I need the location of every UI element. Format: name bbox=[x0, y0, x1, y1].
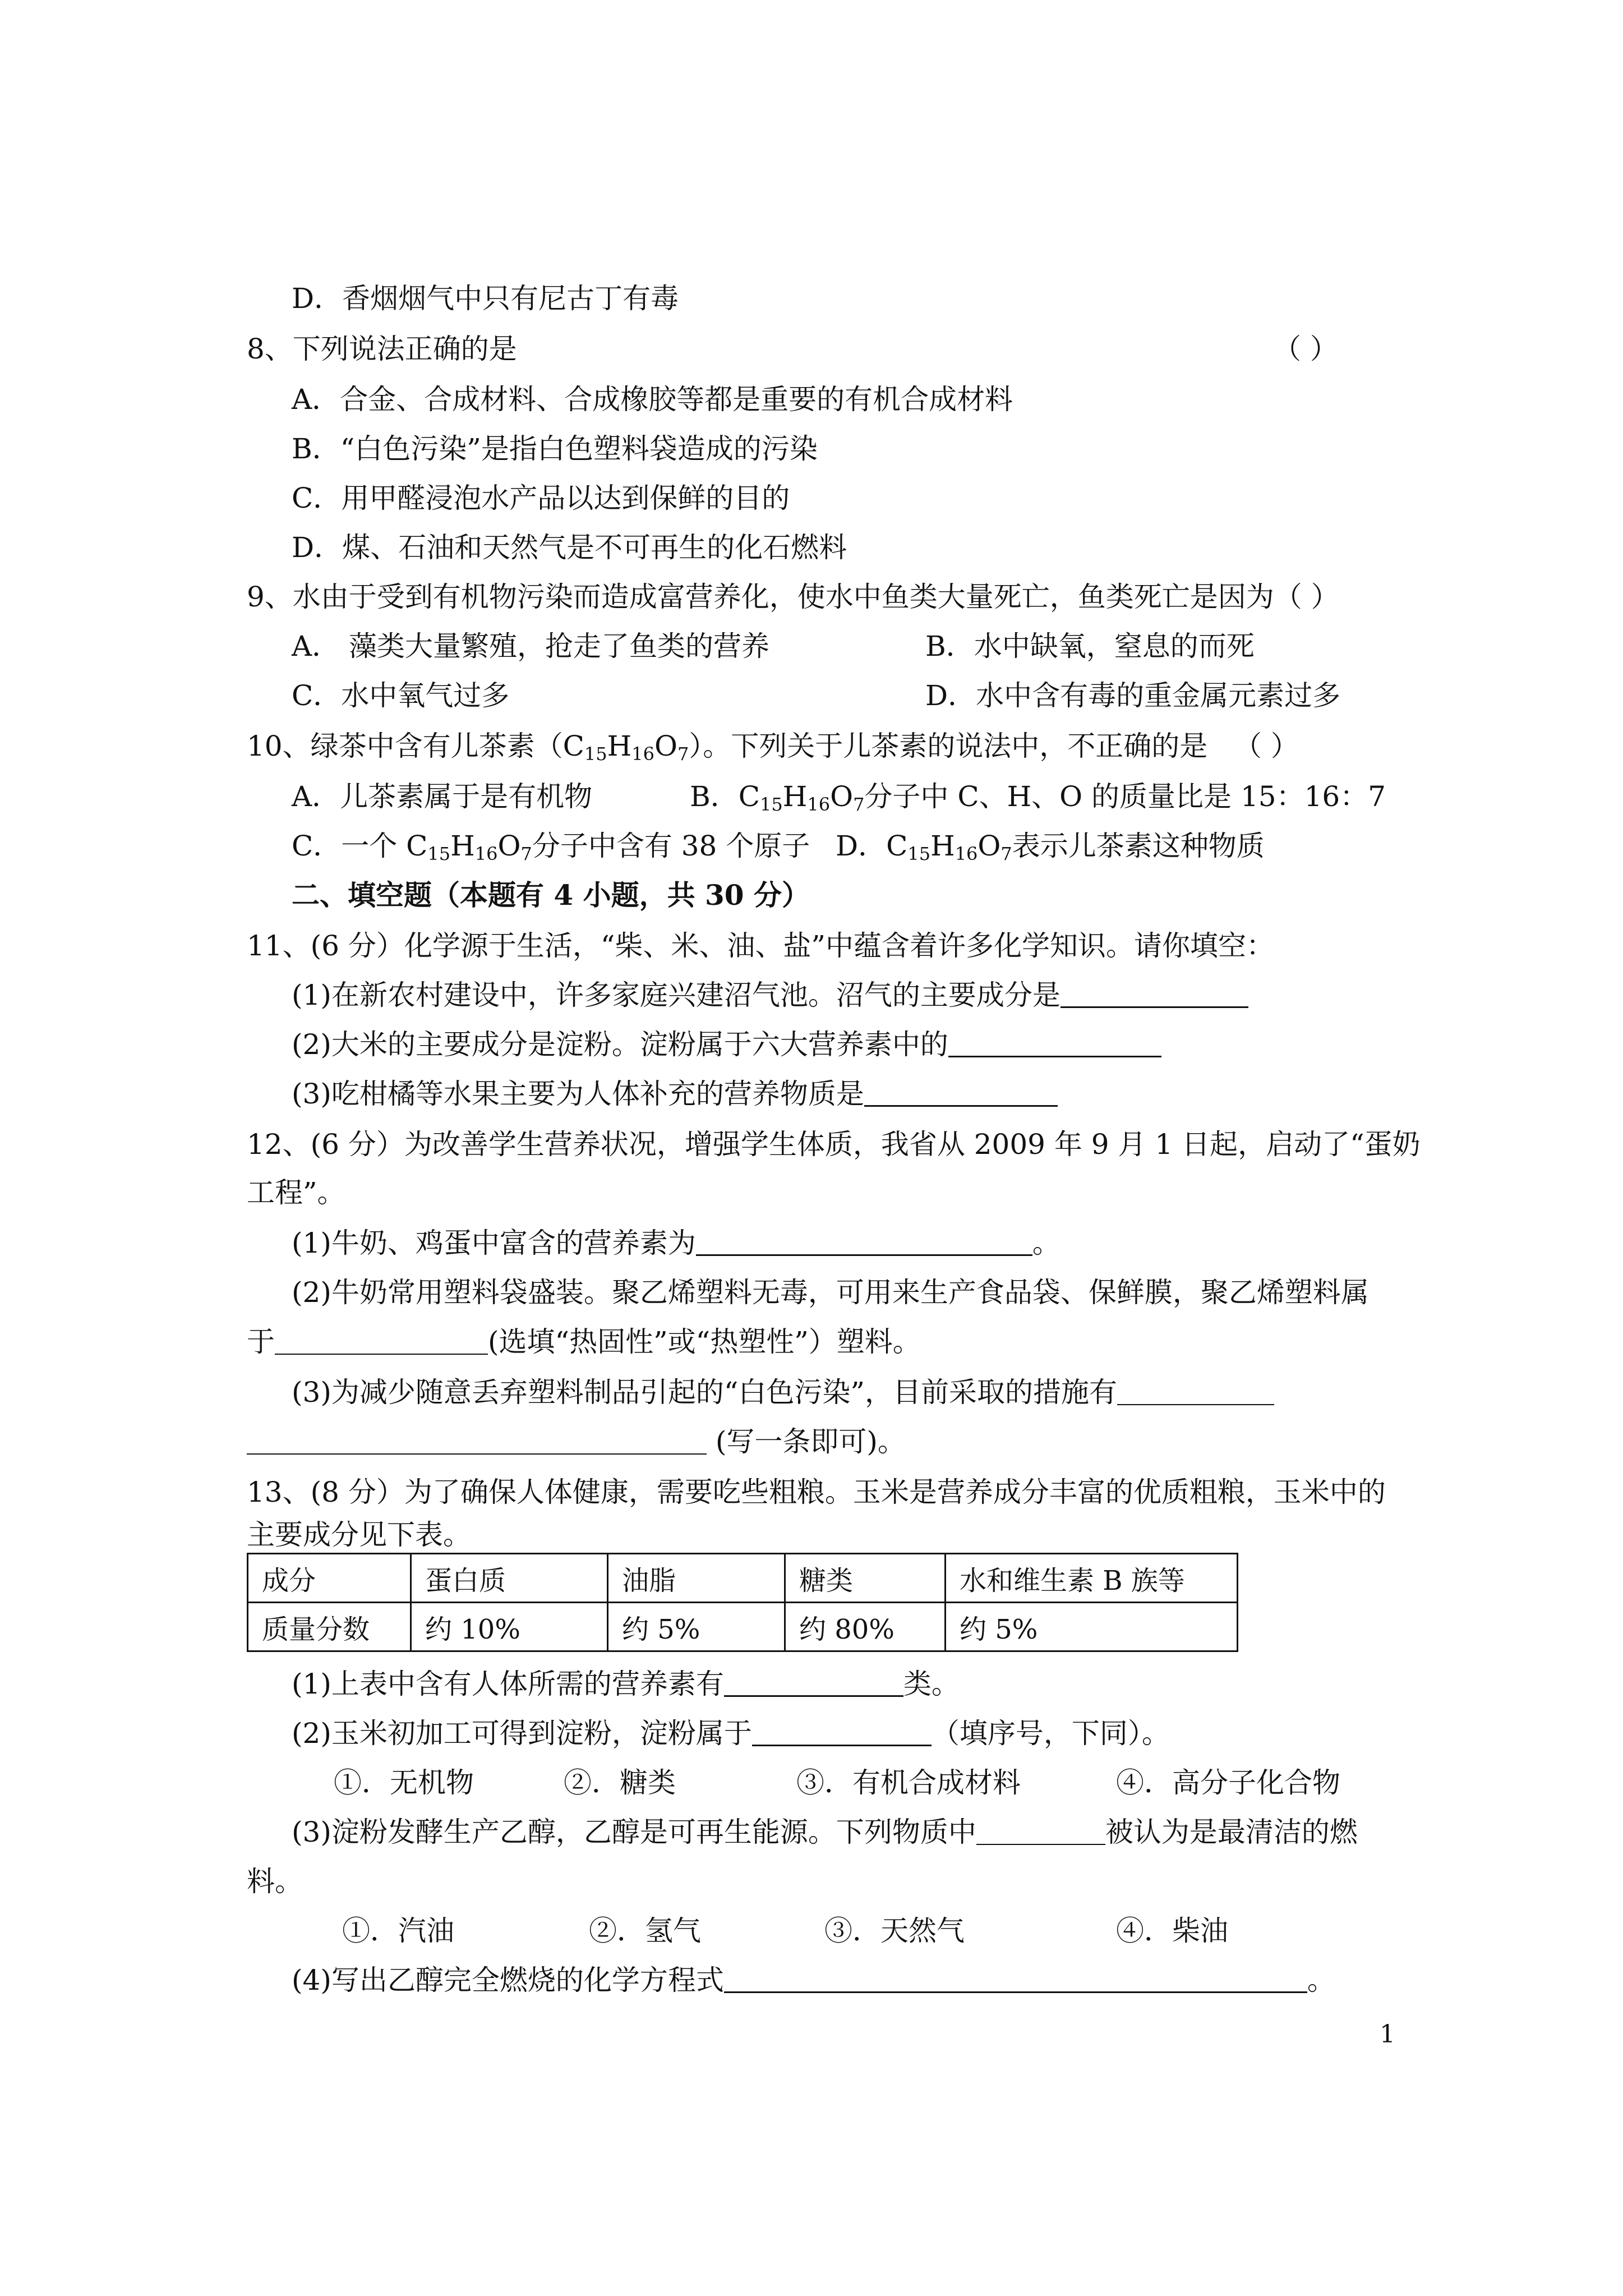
q13-part-1-prefix: (1)上表中含有人体所需的营养素有 bbox=[292, 1668, 724, 1700]
page-number: 1 bbox=[1380, 2020, 1395, 2049]
q11-part-2-text: (2)大米的主要成分是淀粉。淀粉属于六大营养素中的 bbox=[292, 1028, 948, 1061]
q13-part-3-option-3: ③．天然气 bbox=[824, 1915, 965, 1947]
q10-answer-paren: （ ） bbox=[1234, 730, 1299, 762]
q13-part-3-suffix: 被认为是最清洁的燃 bbox=[1105, 1816, 1358, 1848]
formula-c-sub: 15 bbox=[427, 843, 451, 864]
table-cell: 蛋白质 bbox=[411, 1554, 608, 1603]
formula-o-sub: 7 bbox=[853, 794, 865, 815]
formula-c: C bbox=[406, 830, 428, 862]
q13-part-2-suffix: （填序号，下同）。 bbox=[931, 1717, 1170, 1750]
q9-stem: 9、水由于受到有机物污染而造成富营养化，使水中鱼类大量死亡，鱼类死亡是因为（ ） bbox=[247, 581, 1339, 613]
answer-blank[interactable] bbox=[724, 1963, 1307, 1993]
option-c-prefix: C．一个 bbox=[292, 830, 407, 862]
q11-part-1-text: (1)在新农村建设中，许多家庭兴建沼气池。沼气的主要成分是 bbox=[292, 979, 1061, 1011]
option-d-suffix: 表示儿茶素这种物质 bbox=[1012, 830, 1265, 862]
q12-part-3-text: (3)为减少随意丢弃塑料制品引起的“白色污染”，目前采取的措施有 bbox=[292, 1376, 1117, 1409]
q8-option-b: B．“白色污染”是指白色塑料袋造成的污染 bbox=[292, 432, 818, 465]
formula-h-sub: 16 bbox=[474, 843, 498, 864]
answer-blank[interactable] bbox=[948, 1028, 1161, 1057]
q10-option-d bbox=[836, 829, 1265, 863]
corn-composition-table bbox=[247, 1553, 1238, 1652]
q13-part-2-option-2: ②．糖类 bbox=[564, 1766, 676, 1799]
q12-part-3-line-1 bbox=[292, 1375, 1274, 1409]
answer-blank[interactable] bbox=[1061, 978, 1248, 1008]
option-b-suffix: 分子中 C、H、O 的质量比是 15：16：7 bbox=[864, 780, 1386, 813]
formula-h-sub: 16 bbox=[807, 794, 831, 815]
q12-part-1 bbox=[292, 1226, 1061, 1260]
q9-option-a: A． 藻类大量繁殖，抢走了鱼类的营养 bbox=[292, 630, 770, 662]
formula-o: O bbox=[830, 780, 854, 813]
q13-part-2-option-4: ④．高分子化合物 bbox=[1116, 1766, 1340, 1799]
formula-h-sub: 16 bbox=[955, 843, 978, 864]
answer-blank[interactable] bbox=[976, 1816, 1105, 1845]
q13-part-1-suffix: 类。 bbox=[903, 1668, 960, 1700]
answer-blank[interactable] bbox=[752, 1717, 932, 1746]
q12-part-2-line-1: (2)牛奶常用塑料袋盛装。聚乙烯塑料无毒，可用来生产食品袋、保鲜膜，聚乙烯塑料属 bbox=[292, 1276, 1369, 1309]
formula-c: C bbox=[738, 780, 760, 813]
table-cell: 水和维生素 B 族等 bbox=[946, 1554, 1238, 1603]
q10-stem-suffix: ）。下列关于儿茶素的说法中，不正确的是 bbox=[689, 730, 1208, 762]
formula-o: O bbox=[497, 830, 521, 862]
answer-blank[interactable] bbox=[864, 1077, 1058, 1107]
formula-o-sub: 7 bbox=[1000, 843, 1012, 864]
q12-part-3-line-2 bbox=[247, 1425, 906, 1458]
option-c-suffix: 分子中含有 38 个原子 bbox=[532, 830, 810, 862]
q11-part-3-text: (3)吃柑橘等水果主要为人体补充的营养物质是 bbox=[292, 1078, 864, 1110]
q12-stem-line-1: 12、(6 分）为改善学生营养状况，增强学生体质，我省从 2009 年 9 月 1 日起，启动了“蛋奶 bbox=[247, 1128, 1421, 1161]
q10-option-a: A．儿茶素属于是有机物 bbox=[292, 780, 593, 813]
q8-option-d: D．煤、石油和天然气是不可再生的化石燃料 bbox=[292, 531, 847, 564]
q11-part-3 bbox=[292, 1077, 1058, 1111]
q9-option-d: D．水中含有毒的重金属元素过多 bbox=[925, 679, 1341, 712]
q11-stem: 11、(6 分）化学源于生活，“柴、米、油、盐”中蕴含着许多化学知识。请你填空： bbox=[247, 930, 1274, 962]
q12-part-2-prefix: 于 bbox=[247, 1326, 275, 1358]
q7-option-d: D．香烟烟气中只有尼古丁有毒 bbox=[292, 282, 679, 315]
table-row bbox=[248, 1603, 1238, 1651]
q9-option-b: B．水中缺氧，窒息的而死 bbox=[925, 630, 1255, 662]
q13-part-1 bbox=[292, 1667, 960, 1701]
option-b-prefix: B． bbox=[690, 780, 739, 813]
table-row bbox=[248, 1554, 1238, 1603]
q10-option-b bbox=[690, 780, 1386, 813]
q13-part-3-option-4: ④．柴油 bbox=[1116, 1915, 1228, 1947]
answer-blank[interactable] bbox=[275, 1326, 488, 1355]
formula-h: H bbox=[450, 830, 475, 862]
q8-answer-paren: （ ） bbox=[1273, 333, 1338, 365]
option-d-prefix: D． bbox=[836, 830, 887, 862]
q10-option-c bbox=[292, 829, 810, 863]
q13-part-2-option-1: ①．无机物 bbox=[334, 1766, 474, 1799]
q13-part-2 bbox=[292, 1717, 1170, 1750]
q8-option-a: A．合金、合成材料、合成橡胶等都是重要的有机合成材料 bbox=[292, 383, 1013, 416]
formula-c-sub: 15 bbox=[584, 743, 607, 765]
q12-part-2-suffix: (选填“热固性”或“热塑性”）塑料。 bbox=[488, 1326, 921, 1358]
formula-c-sub: 15 bbox=[907, 843, 931, 864]
table-cell: 约 5% bbox=[608, 1603, 785, 1651]
formula-h-sub: 16 bbox=[631, 743, 654, 765]
answer-blank[interactable] bbox=[724, 1667, 903, 1697]
q11-part-1 bbox=[292, 978, 1248, 1012]
q13-part-3-line-2: 料。 bbox=[247, 1865, 303, 1898]
q13-part-3-line-1 bbox=[292, 1815, 1358, 1849]
q13-part-3-prefix: (3)淀粉发酵生产乙醇，乙醇是可再生能源。下列物质中 bbox=[292, 1816, 976, 1848]
formula-o: O bbox=[654, 730, 677, 762]
formula-o-sub: 7 bbox=[520, 843, 532, 864]
q13-part-4-suffix: 。 bbox=[1307, 1964, 1335, 1996]
table-cell: 约 10% bbox=[411, 1603, 608, 1651]
q13-stem-line-2: 主要成分见下表。 bbox=[247, 1519, 471, 1551]
q11-part-2 bbox=[292, 1028, 1161, 1061]
q10-stem-prefix: 10、绿茶中含有儿茶素（C bbox=[247, 730, 584, 762]
table-cell: 质量分数 bbox=[248, 1603, 411, 1651]
section-2-title: 二、填空题（本题有 4 小题，共 30 分） bbox=[292, 878, 810, 912]
formula-c: C bbox=[886, 830, 908, 862]
q9-option-c: C．水中氧气过多 bbox=[292, 679, 510, 712]
table-cell: 糖类 bbox=[785, 1554, 946, 1603]
q12-part-1-text: (1)牛奶、鸡蛋中富含的营养素为 bbox=[292, 1227, 696, 1259]
q13-part-3-option-1: ①．汽油 bbox=[342, 1915, 454, 1947]
q8-option-c: C．用甲醛浸泡水产品以达到保鲜的目的 bbox=[292, 482, 790, 514]
q13-part-4 bbox=[292, 1963, 1335, 1997]
q12-part-2-line-2 bbox=[247, 1325, 921, 1359]
q10-stem bbox=[247, 729, 1207, 763]
formula-o-sub: 7 bbox=[677, 743, 689, 765]
answer-blank[interactable] bbox=[247, 1425, 707, 1455]
q13-part-2-prefix: (2)玉米初加工可得到淀粉，淀粉属于 bbox=[292, 1717, 752, 1750]
q13-part-3-option-2: ②．氢气 bbox=[589, 1915, 701, 1947]
formula-h: H bbox=[930, 830, 955, 862]
answer-blank[interactable] bbox=[1117, 1376, 1274, 1405]
q13-part-2-option-3: ③．有机合成材料 bbox=[796, 1766, 1021, 1799]
q12-part-1-end: 。 bbox=[1032, 1227, 1061, 1259]
q13-part-4-prefix: (4)写出乙醇完全燃烧的化学方程式 bbox=[292, 1964, 724, 1996]
answer-blank[interactable] bbox=[696, 1226, 1032, 1256]
table-cell: 成分 bbox=[248, 1554, 411, 1603]
q8-stem: 8、下列说法正确的是 bbox=[247, 333, 517, 365]
table-cell: 油脂 bbox=[608, 1554, 785, 1603]
formula-c-sub: 15 bbox=[760, 794, 783, 815]
formula-h: H bbox=[607, 730, 632, 762]
formula-h: H bbox=[782, 780, 808, 813]
q13-stem-line-1: 13、(8 分）为了确保人体健康，需要吃些粗粮。玉米是营养成分丰富的优质粗粮，玉米中的 bbox=[247, 1476, 1386, 1508]
formula-o: O bbox=[978, 830, 1001, 862]
q12-stem-line-2: 工程”。 bbox=[247, 1176, 345, 1209]
q12-part-3-suffix: (写一条即可)。 bbox=[707, 1425, 906, 1458]
table-cell: 约 80% bbox=[785, 1603, 946, 1651]
table-cell: 约 5% bbox=[946, 1603, 1238, 1651]
